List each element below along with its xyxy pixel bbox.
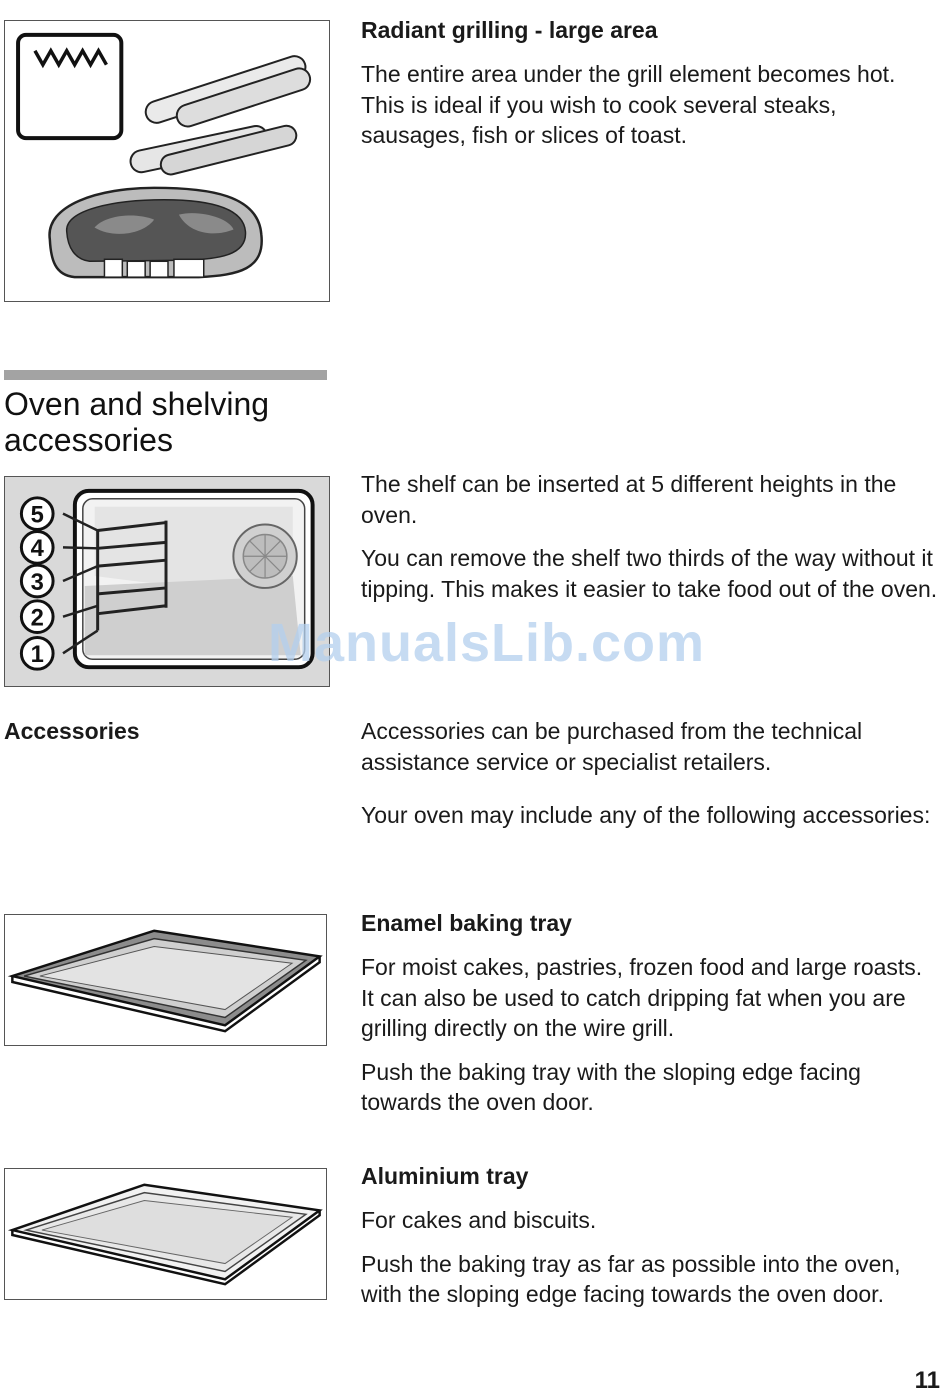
level-badge-3	[21, 565, 53, 597]
fan-icon	[233, 525, 296, 588]
aluminium-tray-heading: Aluminium tray	[361, 1163, 529, 1189]
steak-icon	[50, 188, 262, 277]
grill-illustration	[4, 20, 330, 302]
svg-text:4: 4	[30, 535, 44, 563]
level-badge-4	[21, 531, 53, 563]
page-number: 11	[914, 1367, 940, 1394]
watermark: ManualsLib.com	[268, 613, 706, 673]
accessories-paragraph-1: Accessories can be purchased from the technical assistance service or specialist retailers.	[361, 718, 863, 775]
aluminium-tray-paragraph-2: Push the baking tray as far as possible into the oven, with the sloping edge facing towards the oven door.	[361, 1250, 901, 1307]
level-badges	[21, 498, 53, 669]
sausages-icon	[129, 53, 313, 176]
level-badge-1	[21, 637, 53, 669]
enamel-tray-heading: Enamel baking tray	[361, 910, 572, 936]
grilling-heading: Radiant grilling - large area	[361, 17, 658, 43]
section-rule	[4, 370, 327, 380]
level-badge-5	[21, 498, 53, 530]
shelf-text-block	[361, 469, 941, 604]
svg-text:2: 2	[30, 604, 44, 632]
grilling-text-block	[361, 16, 941, 151]
aluminium-tray-icon	[12, 1185, 319, 1284]
enamel-tray-paragraph-2: Push the baking tray with the sloping edge facing towards the oven door.	[361, 1058, 861, 1115]
enamel-tray-icon	[12, 931, 319, 1031]
aluminium-tray-text-block	[361, 1162, 941, 1310]
section-title: Oven and shelving accessories	[4, 386, 270, 458]
accessories-label: Accessories	[4, 718, 140, 744]
shelf-paragraph-2: You can remove the shelf two thirds of the way without it tipping. This makes it easier to take food out of the oven.	[361, 545, 938, 602]
aluminium-tray-illustration	[4, 1168, 327, 1300]
svg-text:1: 1	[30, 641, 44, 669]
svg-text:3: 3	[30, 568, 44, 596]
grill-symbol-icon	[18, 35, 121, 138]
enamel-tray-paragraph-1: For moist cakes, pastries, frozen food and large roasts. It can also be used to catch dripping fat when you are grilling directly on the wire grill.	[361, 954, 923, 1041]
accessories-paragraph-2: Your oven may include any of the following accessories:	[361, 802, 931, 828]
svg-text:5: 5	[30, 501, 44, 529]
shelf-paragraph-1: The shelf can be inserted at 5 different heights in the oven.	[361, 471, 897, 528]
enamel-tray-text-block	[361, 909, 941, 1118]
grilling-paragraph: The entire area under the grill element becomes hot. This is ideal if you wish to cook several steaks, sausages, fish or slices of toast.	[361, 61, 896, 148]
level-badge-2	[21, 601, 53, 633]
aluminium-tray-paragraph-1: For cakes and biscuits.	[361, 1207, 597, 1233]
accessories-text-block	[361, 716, 941, 831]
enamel-tray-illustration	[4, 914, 327, 1046]
